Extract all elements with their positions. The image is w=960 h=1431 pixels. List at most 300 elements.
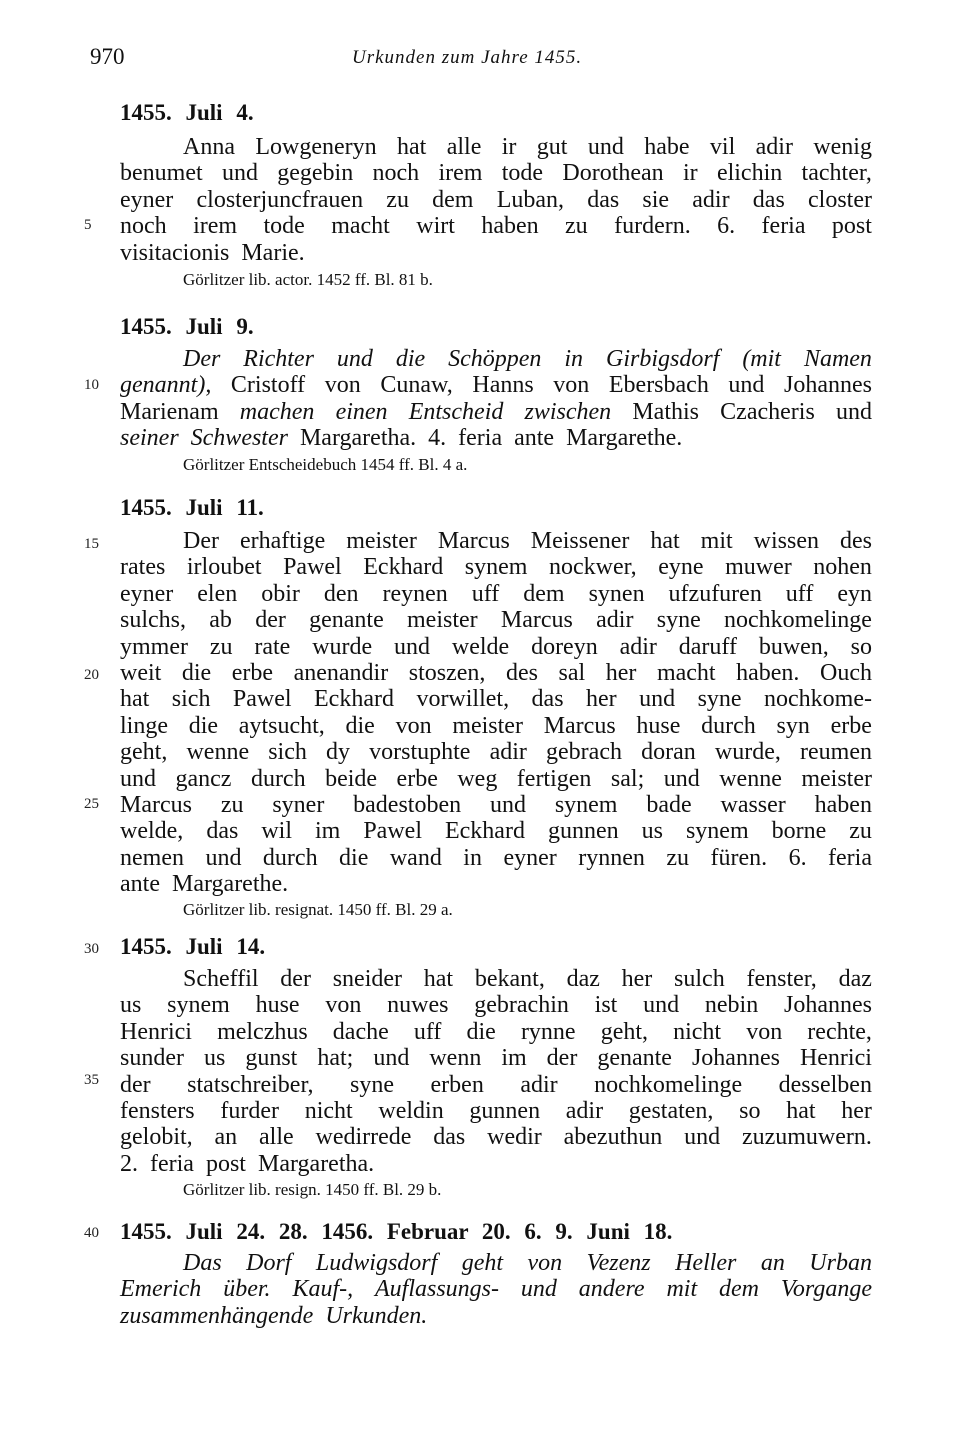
word: im — [501, 1045, 527, 1072]
word: borne — [771, 818, 827, 845]
word: zu — [666, 844, 689, 871]
page-number: 970 — [90, 44, 125, 69]
word: sie — [642, 186, 670, 213]
word: closter — [808, 186, 872, 213]
running-title: Urkunden zum Jahre 1455. — [352, 47, 583, 68]
word: macht — [331, 213, 390, 240]
word: sulchs, — [120, 607, 186, 634]
word: Scheffil — [183, 966, 259, 992]
word: dem — [523, 580, 565, 607]
word: Dorf — [246, 1250, 292, 1276]
word: zu — [386, 186, 409, 213]
word: her — [841, 1098, 872, 1124]
word: zu — [849, 818, 872, 845]
word: fertigen — [516, 765, 592, 792]
text-line — [120, 870, 872, 898]
word: Marcus — [543, 712, 616, 739]
word: Margarethe. — [171, 871, 289, 898]
word: Der — [183, 528, 219, 554]
word: us — [203, 1045, 226, 1072]
word: nicht — [673, 1018, 722, 1045]
word: Ebersbach — [608, 372, 709, 399]
word: rynne — [520, 1018, 576, 1045]
word: gut — [536, 134, 568, 160]
word: synem — [685, 818, 749, 845]
source-citation: Görlitzer lib. resign. 1450 ff. Bl. 29 b. — [183, 1180, 442, 1199]
word: wenne — [719, 765, 782, 792]
word: erbe — [830, 712, 872, 739]
word: die — [339, 844, 369, 871]
word: Margaretha. — [299, 425, 417, 452]
word: Margarethe. — [566, 425, 683, 452]
word: synem — [167, 992, 230, 1019]
word: zuzumuwern. — [741, 1124, 872, 1151]
word: benumet — [120, 160, 203, 187]
word: syner — [272, 792, 325, 818]
word: Vorgange — [780, 1276, 872, 1303]
word: stoszen, — [408, 660, 486, 686]
word: dache — [332, 1018, 389, 1045]
text-line — [120, 159, 872, 187]
word: irem — [193, 213, 238, 240]
word: weit — [120, 660, 162, 686]
word: wenne — [186, 739, 250, 766]
word: feria — [150, 1150, 194, 1177]
word: genannt), — [120, 372, 212, 399]
word: Pawel — [232, 686, 292, 713]
word: daruff — [678, 633, 737, 660]
word: her — [586, 686, 617, 713]
word: und — [120, 765, 156, 792]
word: seiner — [120, 425, 179, 452]
word: daz — [566, 966, 600, 992]
word: Mathis — [632, 398, 700, 425]
word: (mit — [742, 346, 781, 372]
word: Johannes — [691, 1045, 780, 1072]
word: alle — [446, 134, 482, 160]
word: feria — [458, 425, 503, 452]
word: reynen — [382, 580, 448, 607]
word: 2. — [120, 1150, 138, 1177]
word: von — [746, 1018, 783, 1045]
word: in — [463, 844, 482, 871]
word: ab — [209, 607, 232, 634]
margin-line-number: 40 — [84, 1225, 99, 1241]
text-line — [183, 965, 872, 993]
word: Ouch — [819, 660, 872, 686]
word: zusammenhängende — [120, 1302, 314, 1329]
word: genante — [597, 1045, 672, 1072]
word: genante — [309, 607, 384, 634]
word: feria — [761, 213, 806, 240]
word: die — [466, 1018, 496, 1045]
entry-date: 1455. Juli 4. — [120, 100, 254, 125]
word: wasser — [720, 792, 786, 818]
word: post — [831, 213, 872, 240]
text-line — [120, 659, 872, 687]
word: her — [605, 660, 637, 686]
word: füren. — [710, 844, 768, 871]
word: den — [323, 580, 359, 607]
word: sneider — [332, 966, 403, 992]
text-line — [183, 133, 872, 161]
text-line — [120, 738, 872, 766]
word: fenster, — [746, 966, 817, 992]
word: Marie. — [241, 239, 305, 266]
word: alle — [259, 1124, 294, 1151]
text-line — [183, 1249, 872, 1277]
word: das — [206, 818, 239, 845]
word: visitacionis — [120, 239, 230, 266]
word: rynnen — [578, 844, 645, 871]
word: Heller — [675, 1250, 737, 1276]
word: Richter — [243, 346, 314, 372]
word: 6. — [788, 844, 807, 871]
word: Henrici — [799, 1045, 872, 1072]
word: uff — [413, 1018, 442, 1045]
text-line — [120, 212, 872, 240]
word: gebrach — [546, 739, 622, 766]
word: durch — [701, 712, 756, 739]
word: furdern. — [614, 213, 691, 240]
word: von — [553, 372, 590, 399]
text-line — [120, 791, 872, 819]
word: wedir — [487, 1124, 542, 1151]
word: nochkome- — [764, 686, 872, 713]
word: Dorothean — [562, 160, 664, 187]
word: und — [835, 398, 872, 425]
margin-line-number: 10 — [84, 377, 99, 393]
text-line — [120, 1150, 872, 1178]
word: so — [850, 633, 872, 660]
word: Marcus — [120, 792, 192, 818]
word: Luban, — [496, 186, 564, 213]
word: hat — [650, 528, 680, 554]
text-line — [120, 633, 872, 661]
word: der — [255, 607, 286, 634]
word: ist — [594, 992, 618, 1019]
word: Marienam — [120, 398, 219, 425]
word: gegebin — [277, 160, 354, 187]
word: gelobit, — [120, 1124, 193, 1151]
word: obir — [261, 580, 300, 607]
word: abezuthun — [563, 1124, 663, 1151]
word: adir — [565, 1098, 604, 1124]
word: und — [373, 1045, 410, 1072]
entry-date: 1455. Juli 11. — [120, 495, 264, 520]
word: geht — [461, 1250, 504, 1276]
word: eyner — [120, 186, 174, 213]
word: tode — [263, 213, 305, 240]
word: Eckhard — [363, 554, 444, 581]
word: ufzufuren — [668, 580, 762, 607]
word: melczhus — [217, 1018, 308, 1045]
word: Urkunden. — [325, 1302, 428, 1329]
text-line — [120, 765, 872, 793]
word: beide — [325, 765, 378, 792]
word: zwischen — [524, 398, 612, 425]
word: Johannes — [784, 372, 872, 399]
word: die — [345, 712, 375, 739]
word: erhaftige — [239, 528, 326, 554]
word: adir — [489, 739, 527, 766]
word: Namen — [803, 346, 872, 372]
word: adir — [520, 1071, 558, 1098]
word: adir — [596, 607, 634, 634]
text-line — [120, 1275, 872, 1303]
word: der — [546, 1045, 578, 1072]
word: adir — [692, 186, 730, 213]
word: das — [587, 186, 620, 213]
word: doreyn — [531, 633, 598, 660]
word: desselben — [778, 1071, 872, 1098]
word: an — [214, 1124, 238, 1151]
margin-line-number: 30 — [84, 941, 99, 957]
word: und — [205, 844, 242, 871]
word: sulch — [674, 966, 725, 992]
word: sal — [558, 660, 586, 686]
word: wirt — [416, 213, 455, 240]
word: Emerich — [120, 1276, 202, 1303]
word: huse — [255, 992, 300, 1019]
word: Pawel — [283, 554, 342, 581]
word: eyn — [837, 580, 872, 607]
word: bade — [646, 792, 692, 818]
word: Marcus — [500, 607, 573, 634]
word: elichin — [716, 160, 783, 187]
word: durch — [262, 844, 318, 871]
word: furder — [220, 1098, 279, 1124]
word: zu — [220, 792, 244, 818]
word: meister — [452, 712, 523, 739]
word: erbe — [396, 765, 438, 792]
word: wurde — [312, 633, 373, 660]
word: Anna — [183, 134, 235, 160]
word: syne — [350, 1071, 395, 1098]
word: so — [739, 1098, 761, 1124]
word: von — [325, 992, 362, 1019]
word: fensters — [120, 1098, 195, 1124]
word: der — [280, 966, 311, 992]
word: dem — [719, 1276, 759, 1303]
word: bekant, — [474, 966, 545, 992]
word: uff — [785, 580, 814, 607]
word: und — [728, 372, 765, 399]
word: Kauf-, — [292, 1276, 354, 1303]
word: post — [205, 1150, 246, 1177]
word: sunder — [120, 1045, 184, 1072]
word: meister — [407, 607, 478, 634]
word: uff — [471, 580, 500, 607]
word: Entscheid — [408, 398, 504, 425]
word: sal; — [610, 765, 645, 792]
word: nebin — [704, 992, 759, 1019]
word: des — [505, 660, 538, 686]
margin-line-number: 20 — [84, 667, 99, 683]
word: aytsucht, — [238, 712, 325, 739]
word: nuwes — [387, 992, 449, 1019]
word: gunst — [245, 1045, 298, 1072]
word: die — [181, 660, 212, 686]
word: wedirrede — [315, 1124, 412, 1151]
word: meister — [346, 528, 417, 554]
word: weldin — [378, 1098, 444, 1124]
word: tachter, — [801, 160, 872, 187]
word: gunnen — [469, 1098, 541, 1124]
word: synen — [588, 580, 645, 607]
source-citation: Görlitzer Entscheidebuch 1454 ff. Bl. 4 a. — [183, 455, 468, 474]
word: wenn — [429, 1045, 482, 1072]
word: synem — [464, 554, 528, 581]
word: Ludwigsdorf — [315, 1250, 438, 1276]
word: weg — [457, 765, 498, 792]
word: rechte, — [807, 1018, 872, 1045]
word: gebrachin — [474, 992, 569, 1019]
word: Cunaw, — [380, 372, 453, 399]
text-line — [120, 1044, 872, 1072]
word: Schwester — [190, 425, 288, 452]
word: mit — [700, 528, 733, 554]
word: her — [621, 966, 653, 992]
word: andere — [578, 1276, 645, 1303]
word: vil — [709, 134, 736, 160]
word: einen — [335, 398, 388, 425]
word: das — [752, 186, 785, 213]
text-line — [120, 712, 872, 740]
word: an — [760, 1250, 785, 1276]
text-line — [120, 844, 872, 872]
word: gunnen — [547, 818, 619, 845]
word: und — [336, 346, 373, 372]
word: zu — [565, 213, 588, 240]
word: elen — [197, 580, 238, 607]
word: und — [663, 765, 700, 792]
word: feria — [828, 844, 872, 871]
word: vorwillet, — [416, 686, 510, 713]
word: die — [395, 346, 426, 372]
word: noch — [372, 160, 420, 187]
word: nemen — [120, 844, 184, 871]
word: meister — [801, 765, 872, 792]
word: erbe — [231, 660, 274, 686]
word: nochkomelinge — [724, 607, 872, 634]
word: noch — [120, 213, 167, 240]
word: Cristoff — [230, 372, 306, 399]
text-line — [120, 991, 872, 1019]
word: welde, — [120, 818, 184, 845]
source-citation: Görlitzer lib. actor. 1452 ff. Bl. 81 b. — [183, 270, 433, 289]
word: syne — [656, 607, 701, 634]
word: rate — [254, 633, 291, 660]
word: macht — [656, 660, 716, 686]
word: wand — [389, 844, 442, 871]
word: Meissener — [530, 528, 630, 554]
word: muwer — [725, 554, 792, 581]
text-line — [120, 1018, 872, 1046]
word: das — [433, 1124, 466, 1151]
word: linge — [120, 712, 168, 739]
text-line — [120, 817, 872, 845]
word: hat — [423, 966, 454, 992]
word: mit — [666, 1276, 698, 1303]
word: 6. — [717, 213, 736, 240]
margin-line-number: 35 — [84, 1072, 99, 1088]
word: tode — [501, 160, 544, 187]
word: in — [564, 346, 584, 372]
word: der — [120, 1071, 151, 1098]
word: doran — [641, 739, 696, 766]
word: eyner — [503, 844, 557, 871]
word: nockwer, — [549, 554, 637, 581]
word: durch — [250, 765, 306, 792]
text-line — [120, 685, 872, 713]
word: synem — [554, 792, 618, 818]
text-line — [120, 1097, 872, 1125]
entry-date: 1455. Juli 9. — [120, 314, 254, 339]
word: und — [587, 134, 624, 160]
word: haben — [814, 792, 872, 818]
word: Girbigsdorf — [606, 346, 720, 372]
word: syn — [776, 712, 810, 739]
word: huse — [636, 712, 681, 739]
word: statschreiber, — [187, 1071, 314, 1098]
word: habe — [644, 134, 690, 160]
word: Hanns — [472, 372, 534, 399]
word: 4. — [428, 425, 447, 452]
word: Lowgeneryn — [255, 134, 377, 160]
text-line — [120, 580, 872, 608]
word: über. — [223, 1276, 271, 1303]
word: irloubet — [186, 554, 262, 581]
source-citation: Görlitzer lib. resignat. 1450 ff. Bl. 29 a. — [183, 900, 453, 919]
margin-line-number: 25 — [84, 796, 99, 812]
word: gancz — [175, 765, 232, 792]
word: wurde, — [714, 739, 781, 766]
word: badestoben — [353, 792, 462, 818]
word: Pawel — [363, 818, 422, 845]
word: nicht — [304, 1098, 353, 1124]
word: adir — [619, 633, 657, 660]
word: von — [395, 712, 432, 739]
word: von — [324, 372, 361, 399]
text-line — [183, 345, 872, 373]
word: us — [120, 992, 142, 1019]
word: erben — [430, 1071, 484, 1098]
word: anenandir — [293, 660, 389, 686]
text-line — [120, 553, 872, 581]
text-line — [120, 371, 872, 399]
word: Eckhard — [444, 818, 525, 845]
word: haben. — [736, 660, 800, 686]
word: ymmer — [120, 633, 188, 660]
text-line — [120, 186, 872, 214]
word: im — [314, 818, 341, 845]
word: und — [643, 992, 680, 1019]
word: dy — [326, 739, 351, 766]
text-line — [120, 606, 872, 634]
word: des — [839, 528, 872, 554]
word: und — [520, 1276, 557, 1303]
word: Johannes — [784, 992, 872, 1019]
word: eyner — [120, 580, 174, 607]
word: geht, — [600, 1018, 649, 1045]
word: ante — [120, 871, 160, 898]
word: von — [527, 1250, 563, 1276]
word: buwen, — [758, 633, 829, 660]
word: dem — [432, 186, 474, 213]
word: machen — [239, 398, 315, 425]
word: und — [221, 160, 258, 187]
